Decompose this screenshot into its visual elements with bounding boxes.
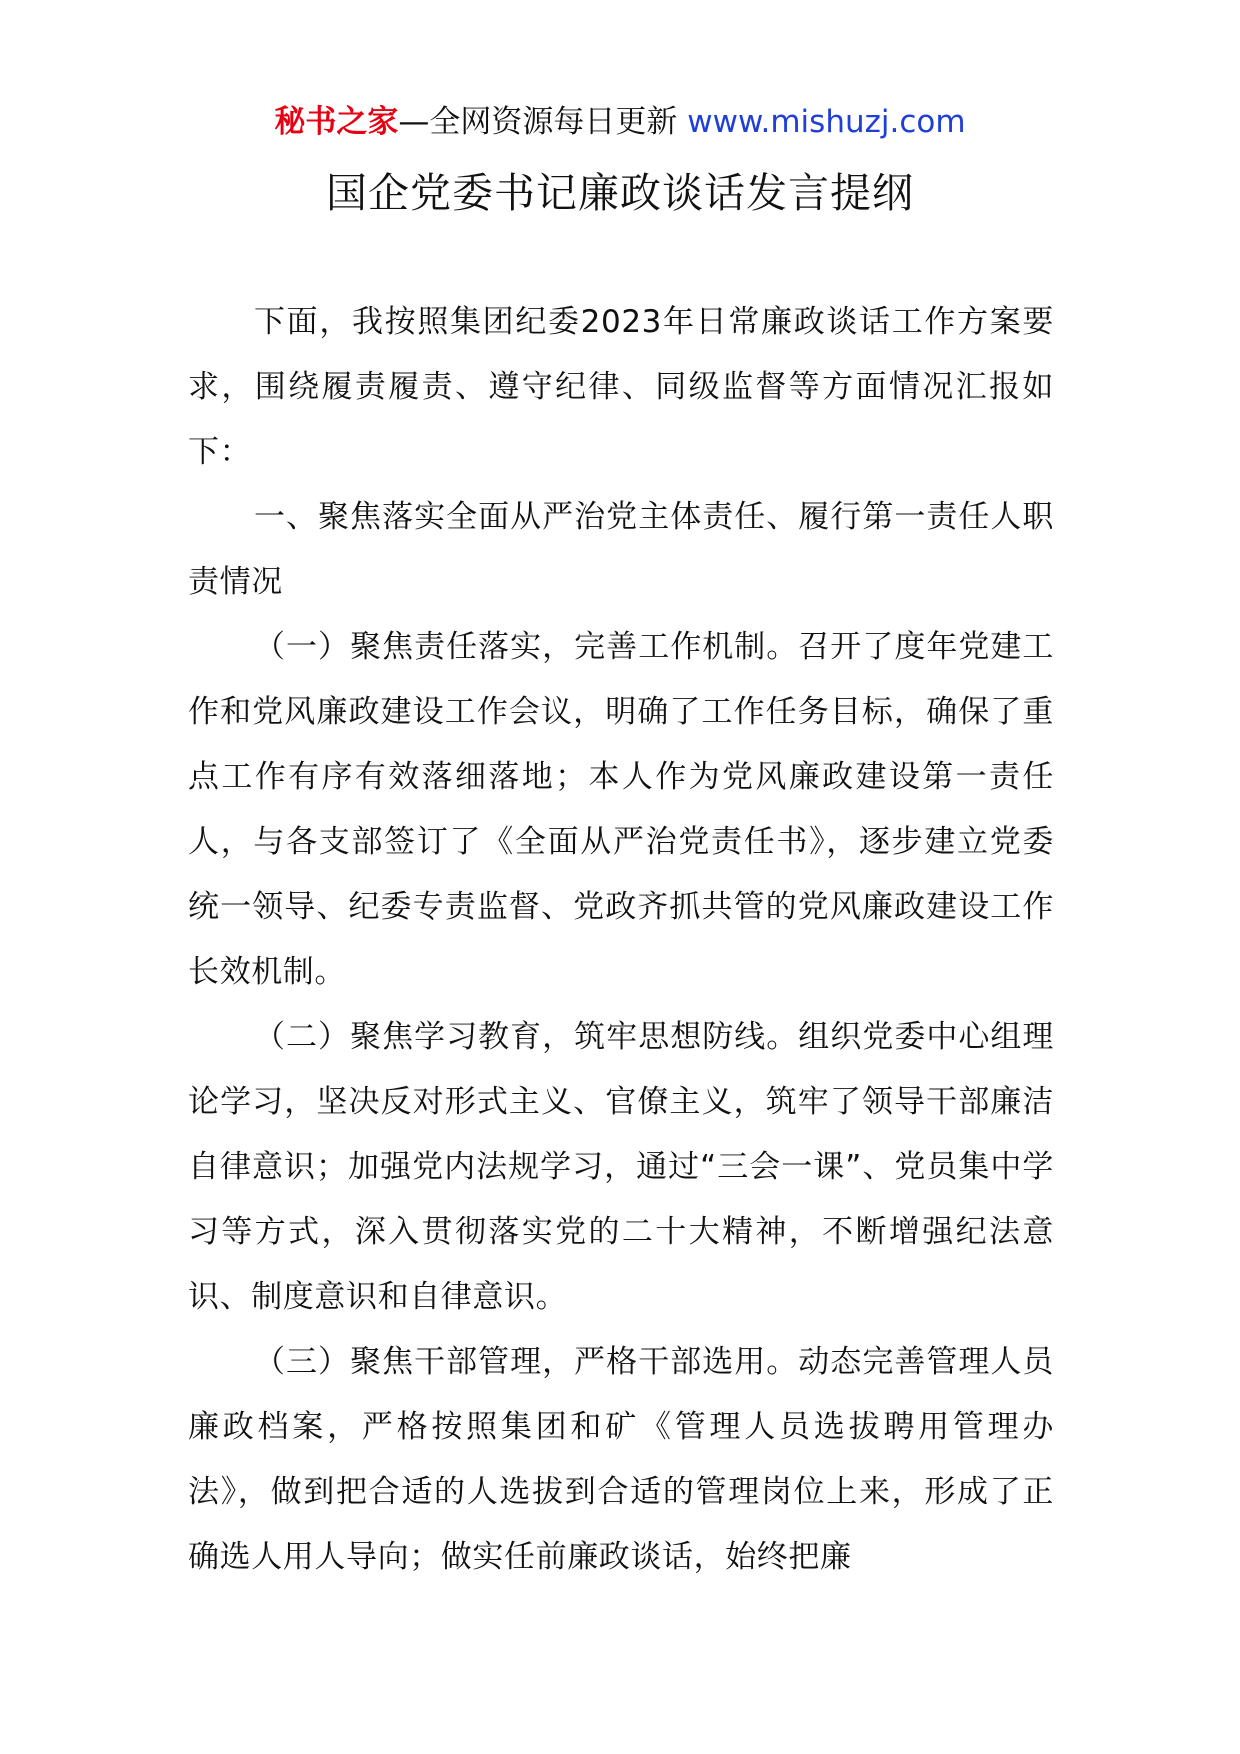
- intro-paragraph: 下面，我按照集团纪委2023年日常廉政谈话工作方案要求，围绕履责履责、遵守纪律、同级监督等方面情况汇报如下：: [188, 304, 1054, 470]
- site-url-link[interactable]: www.mishuzj.com: [687, 104, 966, 140]
- paragraph-item-1: （一）聚焦责任落实，完善工作机制。召开了度年党建工作和党风廉政建设工作会议，明确了工作任务目标，确保了重点工作有序有效落细落地；本人作为党风廉政建设第一责任人，与各支部签订了《全面从严治党责任书》，逐步建立党委统一领导、纪委专责监督、党政齐抓共管的党风廉政建设工作长效机制。: [188, 629, 1054, 990]
- paragraph-item-3: （三）聚焦干部管理，严格干部选用。动态完善管理人员廉政档案，严格按照集团和矿《管理人员选拔聘用管理办法》，做到把合适的人选拔到合适的管理岗位上来，形成了正确选人用人导向；做实任前廉政谈话，始终把廉: [188, 1344, 1054, 1575]
- document-title: 国企党委书记廉政谈话发言提纲: [326, 169, 914, 217]
- brand-name: 秘书之家: [274, 104, 399, 140]
- site-header: [0, 100, 1240, 144]
- document-body: [188, 290, 1054, 1590]
- section-heading-1: 一、聚焦落实全面从严治党主体责任、履行第一责任人职责情况: [188, 499, 1054, 600]
- header-slogan: —全网资源每日更新: [398, 104, 688, 140]
- paragraph-item-2: （二）聚焦学习教育，筑牢思想防线。组织党委中心组理论学习，坚决反对形式主义、官僚主义，筑牢了领导干部廉洁自律意识；加强党内法规学习，通过“三会一课”、党员集中学习等方式，深入贯彻落实党的二十大精神，不断增强纪法意识、制度意识和自律意识。: [188, 1019, 1054, 1315]
